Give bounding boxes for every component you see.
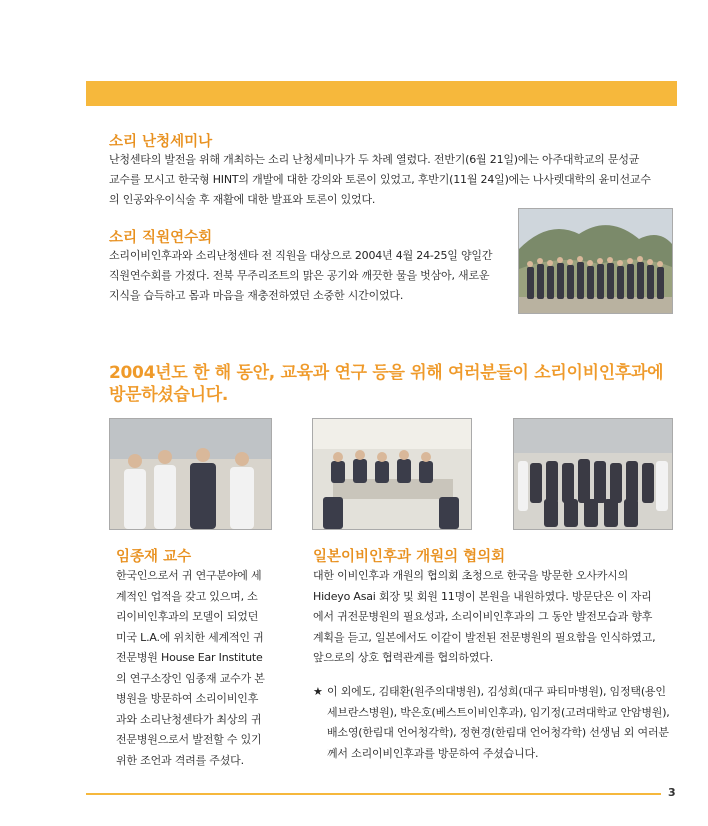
- professor-text: [116, 566, 286, 771]
- japan-heading: 일본이비인후과 개원의 협의회: [313, 549, 506, 565]
- others-line: 이 외에도, 김태환(원주의대병원), 김성희(대구 파티마병원), 임정택(용인: [327, 685, 666, 698]
- retreat-text: [109, 246, 509, 306]
- retreat-line: 지식을 습득하고 몸과 마음을 재충전하였던 소중한 시간이었다.: [109, 289, 404, 302]
- professor-line: 전문병원 House Ear Institute: [116, 651, 263, 664]
- japan-line: 앞으로의 상호 협력관계를 협의하였다.: [313, 651, 494, 664]
- professor-line: 위한 조언과 격려를 주셨다.: [116, 753, 244, 767]
- japan-line: 에서 귀전문병원의 필요성과, 소리이비인후과의 그 동안 발전모습과 향후: [313, 610, 653, 623]
- seminar-line: 교수를 모시고 한국형 HINT의 개발에 대한 강의와 토론이 있었고, 후반기(11월 24일)에는 나사렛대학의 윤미선교수: [109, 173, 651, 186]
- japan-delegation-group-photo: [513, 418, 673, 530]
- professor-visit-photo: [109, 418, 272, 530]
- others-text: [327, 682, 673, 764]
- japan-line: Hideyo Asai 회장 및 회원 11명이 본원을 내원하였다. 방문단은 이 자리: [313, 589, 652, 603]
- professor-line: 리이비인후과의 모델이 되었던: [116, 610, 259, 623]
- footer-rule: [86, 793, 661, 795]
- japan-line: 계획을 듣고, 일본에서도 이같이 발전된 전문병원의 필요함을 인식하였고,: [313, 630, 656, 644]
- star-marker: ★: [313, 685, 323, 698]
- japan-text: [313, 566, 673, 669]
- professor-line: 계적인 업적을 갖고 있으며, 소: [116, 589, 258, 603]
- retreat-heading: 소리 직원연수회: [109, 230, 213, 246]
- others-line: 세브란스병원), 박은호(베스트이비인후과), 임기정(고려대학교 안암병원),: [327, 705, 670, 719]
- japan-line: 대한 이비인후과 개원의 협의회 초청으로 한국을 방문한 오사카시의: [313, 569, 629, 582]
- professor-heading: 임종재 교수: [116, 549, 192, 565]
- professor-line: 병원을 방문하여 소리이비인후: [116, 692, 259, 705]
- visitors-heading-line: 2004년도 한 해 동안, 교육과 연구 등을 위해 여러분들이 소리이비인후과에: [109, 363, 664, 383]
- others-line: 배소영(한림대 언어청각학), 정현경(한림대 언어청각학) 선생님 외 여러분: [327, 726, 669, 739]
- professor-line: 전문병원으로서 발전할 수 있기: [116, 733, 262, 746]
- visitors-heading-line: 방문하셨습니다.: [109, 385, 229, 405]
- seminar-text: [109, 150, 674, 210]
- seminar-line: 의 인공와우이식술 후 재활에 대한 발표와 토론이 있었다.: [109, 193, 376, 206]
- retreat-group-photo: [518, 208, 673, 314]
- visitors-heading: [109, 362, 669, 406]
- header-color-bar: [86, 81, 677, 106]
- seminar-line: 난청센타의 발전을 위해 개최하는 소리 난청세미나가 두 차례 열렸다. 전반기(6월 21일)에는 아주대학교의 문성균: [109, 153, 640, 166]
- others-line: 께서 소리이비인후과를 방문하여 주셨습니다.: [327, 746, 539, 760]
- retreat-line: 소리이비인후과와 소리난청센타 전 직원을 대상으로 2004년 4월 24-25일 양일간: [109, 249, 493, 262]
- page-number: 3: [668, 786, 676, 799]
- seminar-heading: 소리 난청세미나: [109, 134, 213, 150]
- professor-line: 과와 소리난청센타가 최상의 귀: [116, 712, 262, 726]
- japan-delegation-meeting-photo: [312, 418, 472, 530]
- professor-line: 의 연구소장인 임종재 교수가 본: [116, 671, 265, 685]
- professor-line: 한국인으로서 귀 연구분야에 세: [116, 569, 262, 582]
- retreat-line: 직원연수회를 가졌다. 전북 무주리조트의 맑은 공기와 깨끗한 물을 벗삼아, 새로운: [109, 269, 490, 282]
- professor-line: 미국 L.A.에 위치한 세계적인 귀: [116, 630, 264, 644]
